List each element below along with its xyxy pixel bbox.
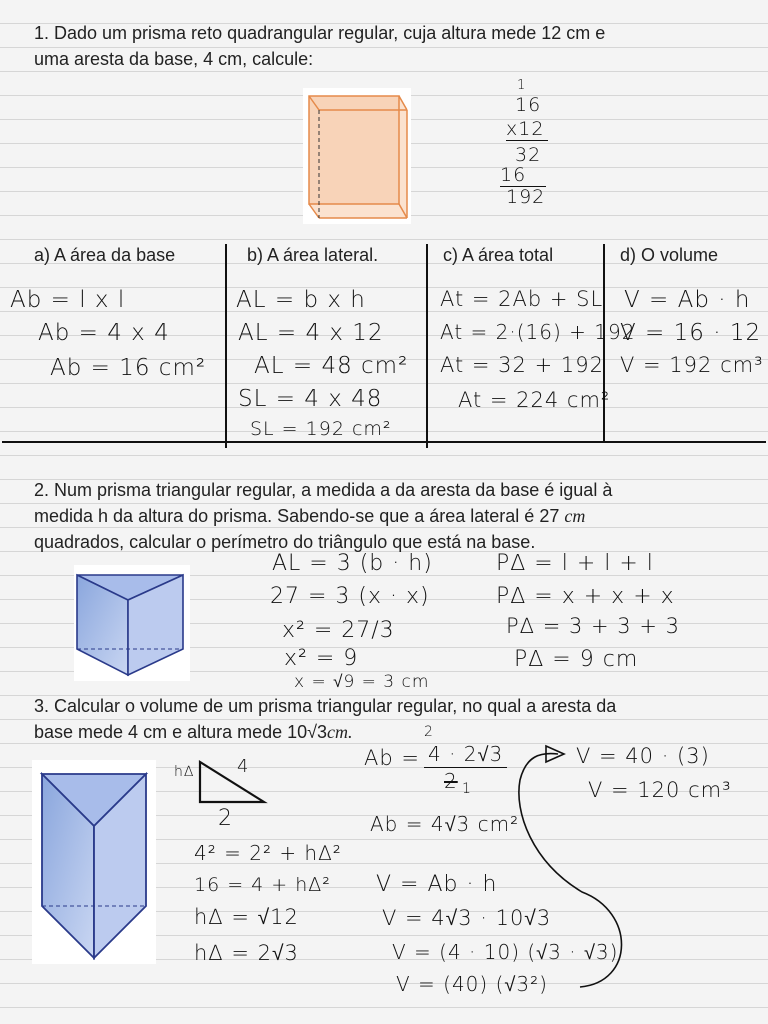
ab-result: Ab = 4√3 cm² (370, 812, 520, 836)
right-triangle-sketch (196, 756, 268, 806)
col-b-line: AL = b x h (236, 287, 366, 313)
header-volume: d) O volume (620, 245, 719, 265)
table-divider (426, 244, 428, 448)
header-base-area: a) A área da base (34, 245, 176, 265)
q3-work-mid: V = 4√3 · 10√3 (382, 906, 552, 930)
prism-front-face (309, 96, 399, 204)
q2-line-2 (34, 503, 612, 529)
q3-work-left: 16 = 4 + h∆² (194, 874, 331, 896)
ab-numerator: 4 · 2√3 (424, 742, 507, 768)
triangle-label-height: h∆ (174, 764, 195, 780)
q2-line-2-text: medida h da altura do prisma. Sabendo-se que a área lateral é 27 (34, 506, 565, 526)
col-b-line: AL = 48 cm² (254, 353, 409, 379)
col-d-line: V = Ab · h (624, 287, 751, 313)
q1-line-2: uma aresta da base, 4 cm, calcule: (34, 49, 314, 69)
q3-line-1: 3. Calcular o volume de um prisma triangular regular, no qual a aresta da (34, 696, 617, 716)
q3-work-mid: V = (4 · 10) (√3 · √3) (392, 940, 619, 964)
table-bottom-line (2, 441, 766, 443)
q3-work-left: h∆ = √12 (194, 905, 299, 929)
q2-work-right: P∆ = 9 cm (514, 647, 639, 672)
table-divider (225, 244, 227, 448)
header-total-area: c) A área total (443, 245, 554, 265)
col-b-line: SL = 192 cm² (250, 418, 392, 440)
triangular-prism-figure (74, 565, 190, 681)
col-d-line: V = 16 · 12 (620, 320, 762, 346)
triangle-label-hypotenuse: 4 (237, 756, 250, 777)
q3-work-right: V = 120 cm³ (588, 778, 732, 802)
q3-work-left: h∆ = 2√3 (194, 941, 299, 965)
col-c-line: At = 2Ab + SL (440, 287, 604, 311)
q2-work-right: P∆ = 3 + 3 + 3 (506, 614, 680, 638)
q2-statement (34, 477, 612, 555)
triangle-label-base: 2 (218, 806, 233, 831)
ab-denominator: 2 (444, 769, 458, 793)
q2-work-left: AL = 3 (b · h) (272, 551, 433, 576)
mult-factor: x12 (506, 118, 548, 141)
mult-partial-1: 32 (515, 144, 542, 166)
tall-triangular-prism-drawing (32, 760, 156, 964)
q3-work-mid: V = Ab · h (376, 872, 498, 897)
q2-work-left: x = √9 = 3 cm (294, 672, 430, 692)
col-c-line: At = 2·(16) + 192 (440, 320, 636, 344)
triangular-prism-drawing (74, 565, 190, 681)
ab-num-sup: 2 (424, 724, 434, 740)
q1-line-1: 1. Dado um prisma reto quadrangular regular, cuja altura mede 12 cm e (34, 23, 606, 43)
header-lateral-area: b) A área lateral. (247, 245, 379, 265)
q3-unit: cm. (327, 722, 353, 742)
col-c-line: At = 224 cm² (458, 388, 611, 412)
q3-statement (34, 693, 616, 745)
q2-line-1: 2. Num prisma triangular regular, a medida a da aresta da base é igual à (34, 480, 613, 500)
q2-work-right: P∆ = l + l + l (496, 551, 654, 576)
q3-work-right: V = 40 · (3) (576, 744, 710, 768)
col-d-line: V = 192 cm³ (620, 353, 764, 377)
col-a-line: Ab = 16 cm² (50, 355, 207, 381)
q2-work-left: x² = 9 (284, 646, 359, 671)
mult-partial-2: 16 (500, 164, 546, 187)
q3-line-2-text: base mede 4 cm e altura mede 10√3 (34, 722, 328, 742)
mult-result: 192 (506, 186, 546, 208)
mult-top: 16 (515, 94, 542, 116)
q1-statement (34, 20, 605, 72)
rectangular-prism-drawing (303, 88, 411, 224)
col-b-line: SL = 4 x 48 (238, 386, 383, 412)
q2-work-right: P∆ = x + x + x (496, 584, 675, 609)
q3-work-mid: V = (40) (√3²) (396, 972, 548, 996)
triangle-outline (200, 762, 264, 802)
tall-triangular-prism-figure (32, 760, 156, 964)
q3-work-left: 4² = 2² + h∆² (194, 841, 342, 865)
rectangular-prism-figure (303, 88, 411, 224)
q2-line-3: quadrados, calcular o perímetro do triângulo que está na base. (34, 532, 536, 552)
q2-unit: cm (564, 506, 586, 526)
ab-prefix: Ab = (364, 746, 420, 770)
ab-denominator-sub: 1 (462, 781, 472, 797)
col-b-line: AL = 4 x 12 (238, 320, 384, 346)
q2-work-left: 27 = 3 (x · x) (270, 584, 430, 609)
col-c-line: At = 32 + 192 (440, 353, 604, 377)
q2-work-left: x² = 27/3 (282, 618, 395, 643)
col-a-line: Ab = l x l (10, 287, 126, 313)
col-a-line: Ab = 4 x 4 (38, 320, 170, 346)
mult-carry: 1 (517, 78, 527, 93)
